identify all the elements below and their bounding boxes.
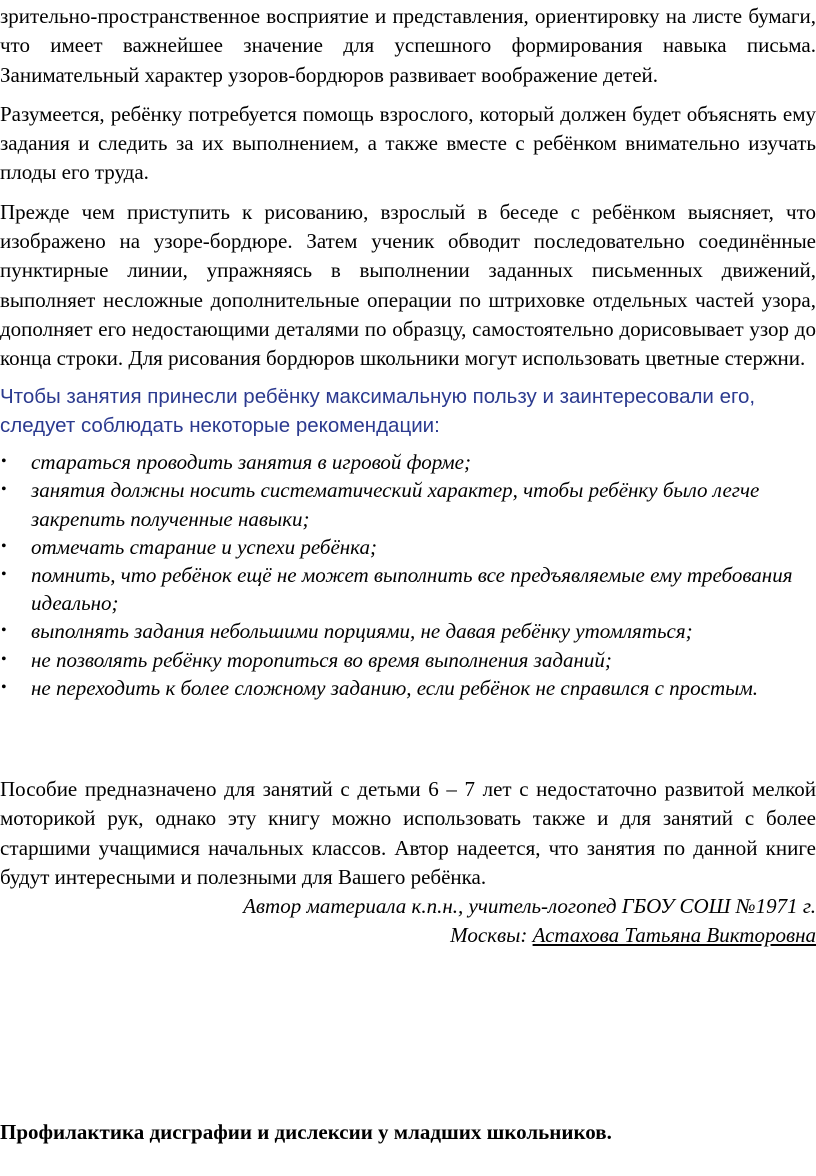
section-heading: Профилактика дисграфии и дислексии у младших школьников.	[0, 1120, 612, 1144]
list-item-text: стараться проводить занятия в игровой форме;	[31, 450, 471, 475]
bullet-icon: •	[1, 678, 7, 696]
list-item-text: не переходить к более сложному заданию, если ребёнок не справился с простым.	[31, 675, 759, 700]
list-item	[0, 646, 816, 674]
list-item	[0, 476, 816, 532]
recommendations-intro: Чтобы занятия принесли ребёнку максимальную пользу и заинтересовали его, следует соблюдать некоторые рекомендации:	[0, 384, 756, 437]
list-item	[0, 448, 816, 476]
bullet-icon: •	[1, 481, 7, 499]
list-item	[0, 617, 816, 645]
bullet-icon: •	[1, 537, 7, 555]
signature-line-1: Автор материала к.п.н., учитель-логопед ГБОУ СОШ №1971 г.	[243, 894, 816, 919]
list-item-text: занятия должны носить систематический характер, чтобы ребёнку было легче закрепить полученные навыки;	[31, 478, 760, 531]
recommendations-list	[0, 448, 816, 702]
signature-prefix: Москвы:	[450, 923, 528, 948]
list-item	[0, 561, 816, 617]
list-item-text: выполнять задания небольшими порциями, не давая ребёнку утомляться;	[31, 619, 693, 644]
paragraph-adult-help: Разумеется, ребёнку потребуется помощь взрослого, который должен будет объяснять ему задания и следить за их выполнением, а также вместе с ребёнком внимательно изучать плоды его труда.	[0, 101, 816, 185]
bullet-icon: •	[1, 565, 7, 583]
list-item-text: отмечать старание и успехи ребёнка;	[31, 534, 377, 559]
signature-line-2	[0, 921, 816, 950]
list-item-text: помнить, что ребёнок ещё не может выполнить все предъявляемые ему требования идеально;	[31, 562, 793, 616]
bullet-icon: •	[1, 622, 7, 640]
bullet-icon: •	[1, 650, 7, 668]
list-item-text: не позволять ребёнку торопиться во время выполнения заданий;	[31, 647, 612, 672]
paragraph-drawing-process: Прежде чем приступить к рисованию, взрослый в беседе с ребёнком выясняет, что изображено на узоре-бордюре. Затем ученик обводит последовательно соединённые пунктирные линии, упражняясь в выполнении заданных письменных движений, выполняет несложные дополнительные операции по штриховке отдельных частей узора, дополняет его недостающими деталями по образцу, самостоятельно дорисовывает узор до конца строки. Для рисования бордюров школьники могут использовать цветные стержни.	[0, 199, 816, 371]
list-item	[0, 533, 816, 561]
bullet-icon: •	[1, 453, 7, 471]
paragraph-purpose: Пособие предназначено для занятий с детьми 6 – 7 лет с недостаточно развитой мелкой моторикой рук, однако эту книгу можно использовать также и для занятий с более старшими учащимися начальных классов. Автор надеется, что занятия по данной книге будут интересными и полезными для Вашего ребёнка.	[0, 776, 816, 889]
paragraph-perception: зрительно-пространственное восприятие и представления, ориентировку на листе бумаги, что имеет важнейшее значение для успешного формирования навыка письма. Занимательный характер узоров-бордюров развивает воображение детей.	[0, 4, 816, 87]
list-item	[0, 674, 816, 702]
author-name: Астахова Татьяна Викторовна	[532, 923, 816, 948]
